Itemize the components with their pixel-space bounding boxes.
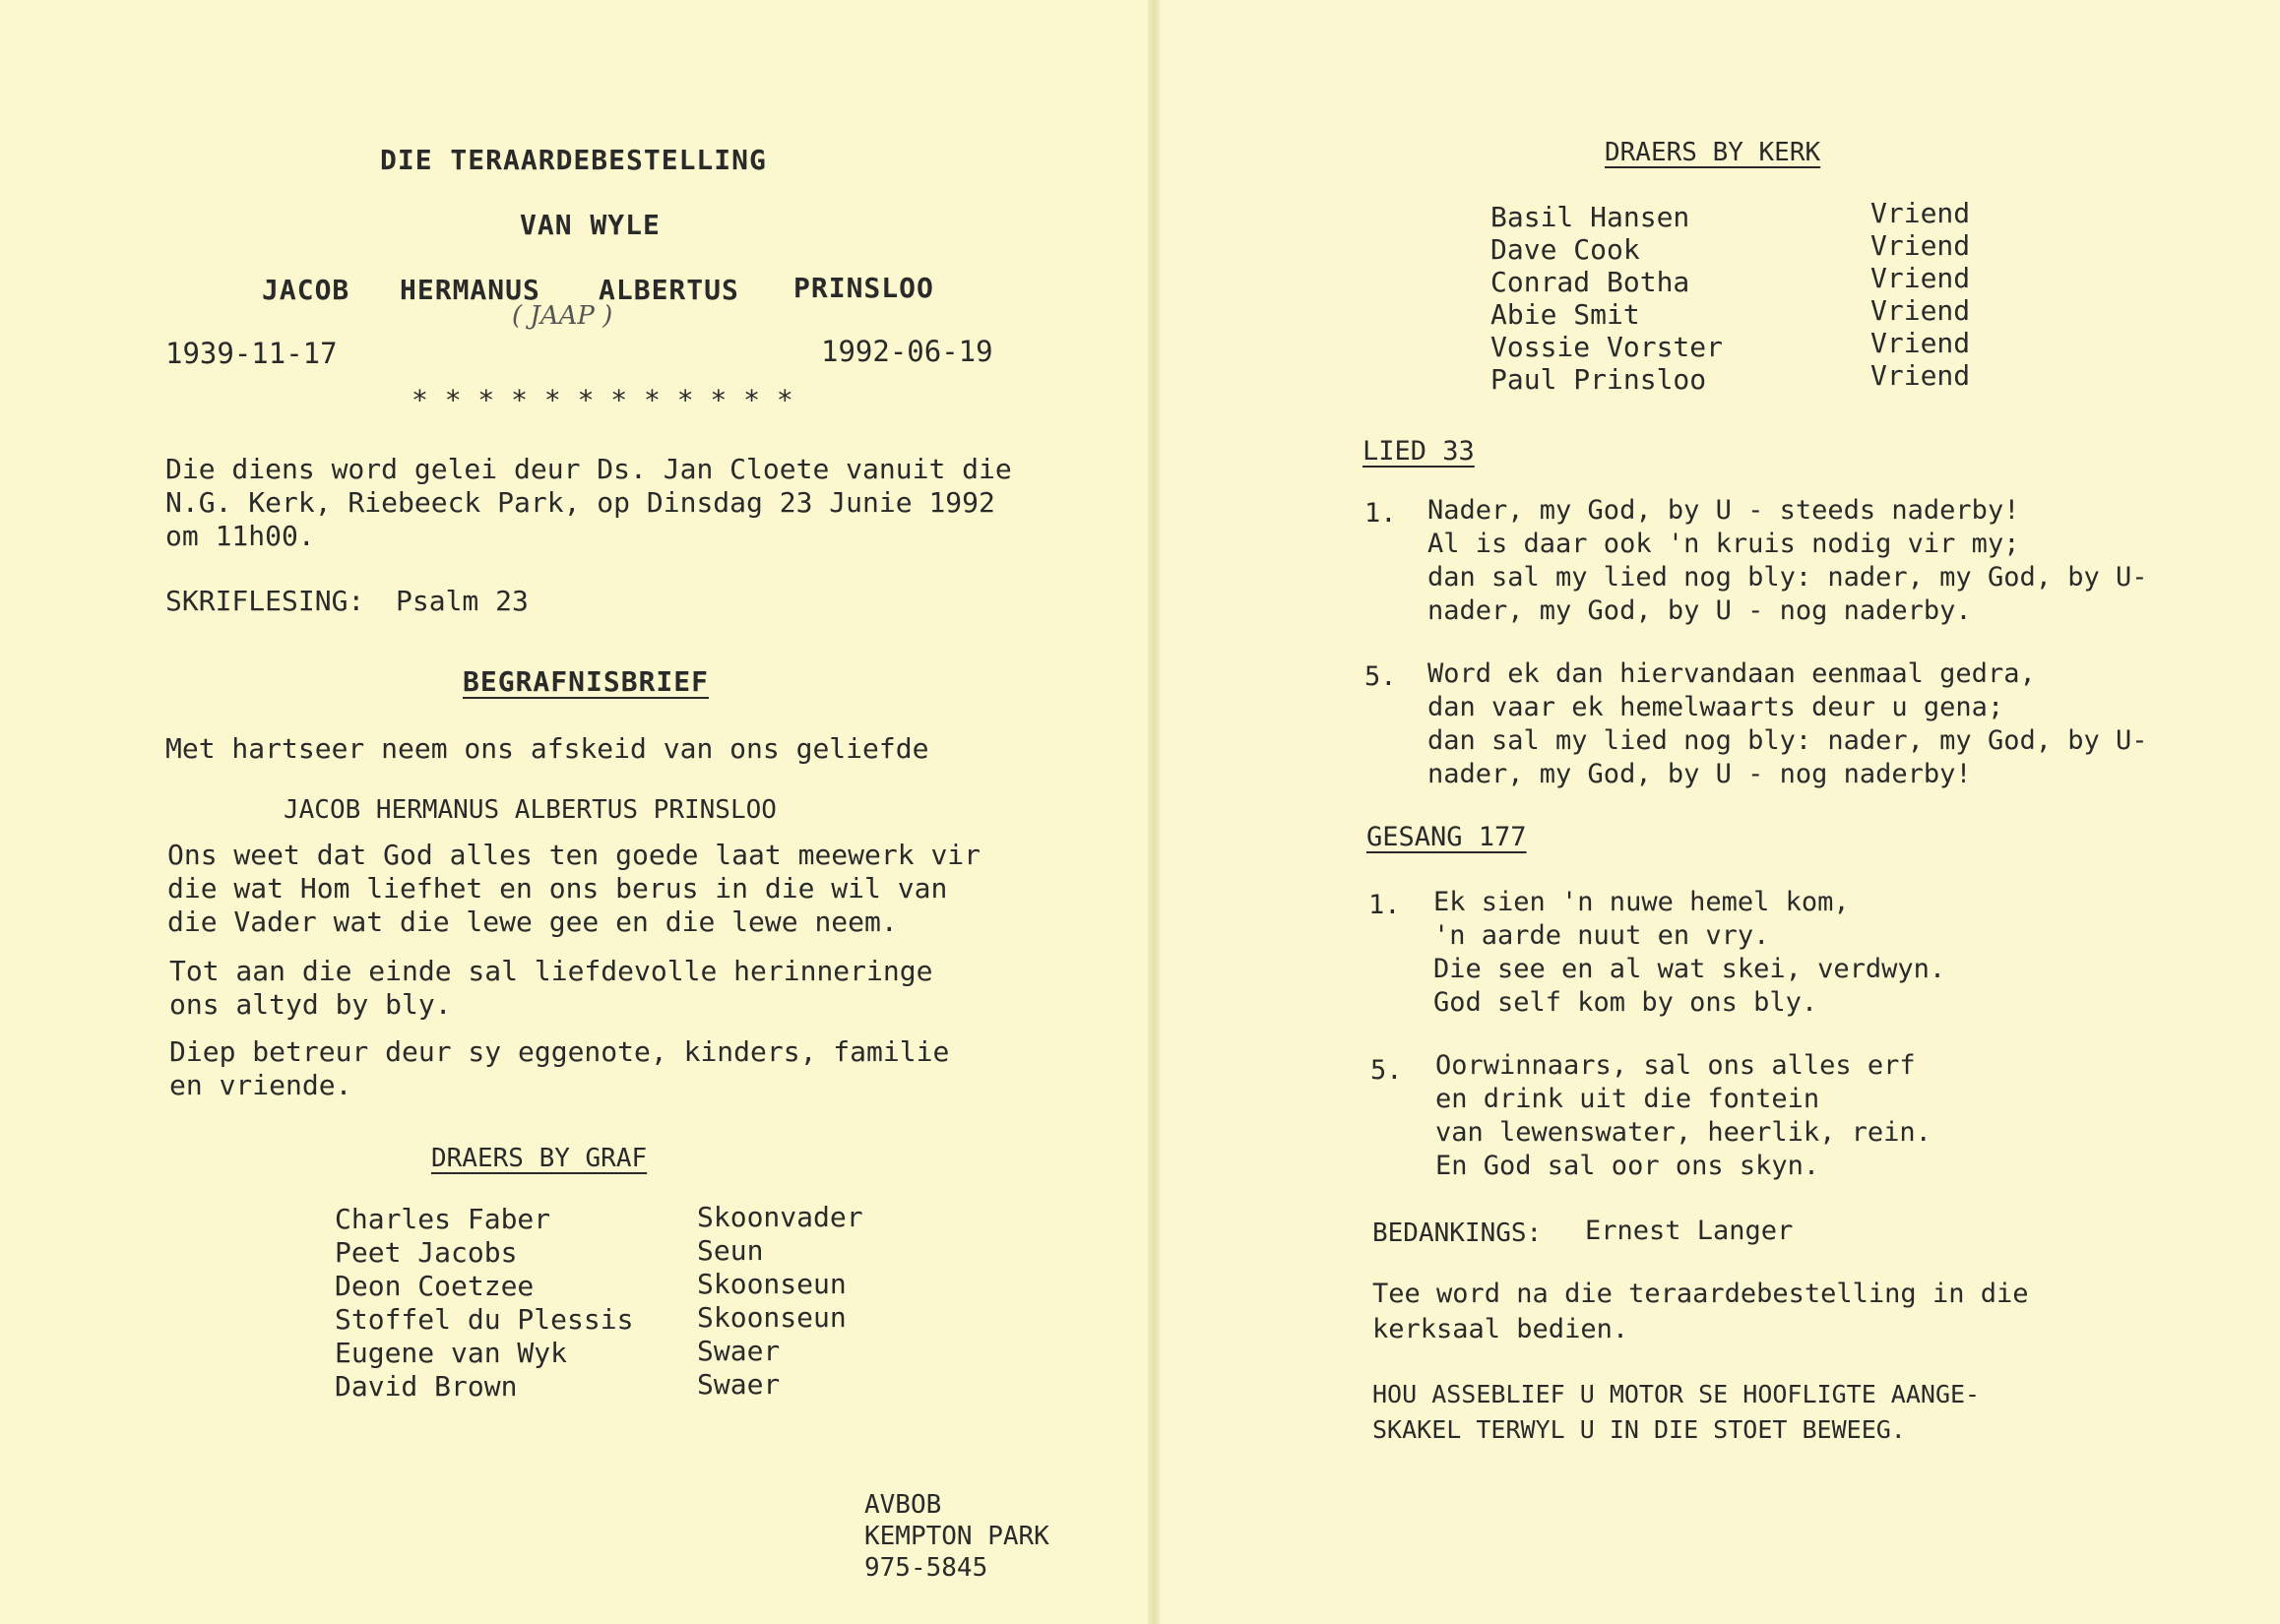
graf-bearer-relation: Skoonseun	[697, 1268, 847, 1300]
brief-para2-line2: ons altyd by bly.	[169, 988, 452, 1021]
name-third: ALBERTUS	[599, 274, 739, 306]
undertaker-line-2: KEMPTON PARK	[864, 1522, 1049, 1551]
begrafnisbrief-heading: BEGRAFNISBRIEF	[463, 665, 710, 698]
lied-heading: LIED 33	[1362, 436, 1475, 467]
brief-name: JACOB HERMANUS ALBERTUS PRINSLOO	[284, 795, 777, 825]
kerk-bearer-relation: Vriend	[1870, 359, 1971, 392]
bedankings-value: Ernest Langer	[1585, 1216, 1794, 1246]
name-first: JACOB	[262, 274, 350, 306]
kerk-bearer-relation: Vriend	[1870, 294, 1971, 327]
graf-bearer-name: Charles Faber	[335, 1203, 551, 1235]
lied-verse-text: Nader, my God, by U - steeds naderby! Al is daar ook 'n kruis nodig vir my; dan sal my lied nog bly: nader, my God, by U- nader, my God, by U - nog naderby.	[1427, 495, 2148, 626]
graf-bearer-relation: Swaer	[697, 1335, 781, 1367]
kerk-bearer-name: Basil Hansen	[1490, 201, 1690, 233]
bedankings-label: BEDANKINGS:	[1372, 1218, 1543, 1248]
kerk-bearer-name: Vossie Vorster	[1490, 331, 1724, 363]
gesang-verse-text: Oorwinnaars, sal ons alles erf en drink uit die fontein van lewenswater, heerlik, rein. En God sal oor ons skyn.	[1435, 1050, 1932, 1181]
kerk-bearer-relation: Vriend	[1870, 197, 1971, 229]
lied-verse-number: 1.	[1364, 498, 1397, 529]
graf-bearer-name: Stoffel du Plessis	[335, 1303, 634, 1336]
brief-para3-line2: en vriende.	[169, 1069, 352, 1101]
name-second: HERMANUS	[400, 274, 540, 306]
graf-bearer-relation: Skoonvader	[697, 1201, 863, 1233]
handwritten-nickname: ( JAAP )	[512, 301, 613, 331]
graf-bearer-name: David Brown	[335, 1370, 518, 1403]
undertaker-line-3: 975-5845	[864, 1553, 988, 1583]
graf-bearer-relation: Skoonseun	[697, 1301, 847, 1334]
draers-graf-heading: DRAERS BY GRAF	[431, 1144, 648, 1173]
kerk-bearer-name: Conrad Botha	[1490, 266, 1690, 298]
graf-bearer-name: Eugene van Wyk	[335, 1337, 568, 1369]
brief-para2-line1: Tot aan die einde sal liefdevolle herinneringe	[169, 955, 933, 987]
lied-verse-text: Word ek dan hiervandaan eenmaal gedra, dan vaar ek hemelwaarts deur u gena; dan sal my lied nog bly: nader, my God, by U- nader, my God, by U - nog naderby!	[1427, 658, 2148, 789]
skriflesing-value: Psalm 23	[396, 585, 529, 617]
title-line-1: DIE TERAARDEBESTELLING	[380, 144, 767, 176]
brief-para1-line1: Ons weet dat God alles ten goede laat meewerk vir	[167, 839, 982, 871]
skriflesing-label: SKRIFLESING:	[165, 585, 365, 617]
name-surname: PRINSLOO	[793, 272, 934, 304]
service-line-1: Die diens word gelei deur Ds. Jan Cloete vanuit die	[165, 453, 1012, 485]
kerk-bearer-name: Paul Prinsloo	[1490, 363, 1707, 396]
tee-line-2: kerksaal bedien.	[1372, 1314, 1629, 1344]
gesang-heading: GESANG 177	[1366, 822, 1527, 852]
brief-para1-line3: die Vader wat die lewe gee en die lewe neem.	[167, 906, 898, 938]
notice-line-2: SKAKEL TERWYL U IN DIE STOET BEWEEG.	[1372, 1415, 1906, 1444]
kerk-bearer-name: Dave Cook	[1490, 233, 1640, 266]
service-line-3: om 11h00.	[165, 520, 315, 552]
brief-para1-line2: die wat Hom liefhet en ons berus in die wil van	[167, 872, 948, 905]
gesang-verse-number: 5.	[1370, 1055, 1403, 1086]
gesang-verse-number: 1.	[1368, 890, 1401, 920]
kerk-bearer-relation: Vriend	[1870, 262, 1971, 294]
tee-line-1: Tee word na die teraardebestelling in die	[1372, 1279, 2029, 1309]
brief-para3-line1: Diep betreur deur sy eggenote, kinders, familie	[169, 1035, 950, 1068]
birth-date: 1939-11-17	[165, 337, 338, 370]
kerk-bearer-name: Abie Smit	[1490, 298, 1640, 331]
page-fold	[1148, 0, 1160, 1624]
death-date: 1992-06-19	[821, 335, 993, 368]
kerk-bearer-relation: Vriend	[1870, 229, 1971, 262]
undertaker-line-1: AVBOB	[864, 1490, 942, 1520]
notice-line-1: HOU ASSEBLIEF U MOTOR SE HOOFLIGTE AANGE-	[1372, 1380, 1981, 1408]
graf-bearer-name: Peet Jacobs	[335, 1236, 518, 1269]
title-line-2: VAN WYLE	[520, 209, 661, 241]
graf-bearer-relation: Swaer	[697, 1368, 781, 1401]
service-line-2: N.G. Kerk, Riebeeck Park, op Dinsdag 23 Junie 1992	[165, 486, 995, 519]
graf-bearer-name: Deon Coetzee	[335, 1270, 535, 1302]
lied-verse-number: 5.	[1364, 661, 1397, 692]
kerk-bearer-relation: Vriend	[1870, 327, 1971, 359]
graf-bearer-relation: Seun	[697, 1234, 764, 1267]
star-divider: * * * * * * * * * * * *	[412, 384, 793, 416]
brief-intro: Met hartseer neem ons afskeid van ons geliefde	[165, 732, 929, 765]
draers-kerk-heading: DRAERS BY KERK	[1605, 138, 1821, 167]
gesang-verse-text: Ek sien 'n nuwe hemel kom, 'n aarde nuut en vry. Die see en al wat skei, verdwyn. God self kom by ons bly.	[1433, 887, 1946, 1018]
